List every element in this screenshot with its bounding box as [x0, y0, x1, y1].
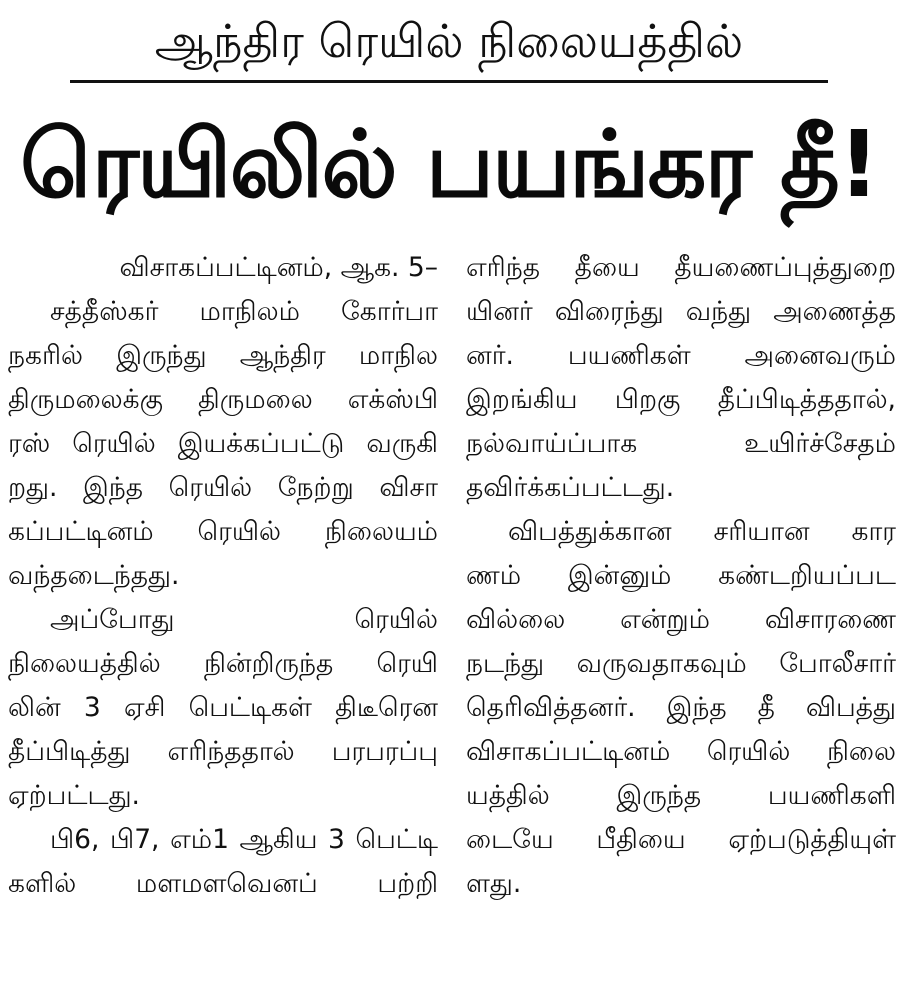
article-line: டையே பீதியை ஏற்படுத்தியுள் — [466, 824, 896, 855]
article-line: நடந்து வருவதாகவும் போலீசார் — [466, 648, 896, 679]
headline: ரெயிலில் பயங்கர தீ! — [20, 111, 878, 218]
article-line: வந்தடைந்தது. — [8, 560, 180, 591]
article-line: யினர் விரைந்து வந்து அணைத்த — [466, 296, 896, 327]
article-line: விசாகப்பட்டினம் ரெயில் நிலை — [466, 736, 896, 767]
article-line: பி6, பி7, எம்1 ஆகிய 3 பெட்டி — [50, 824, 438, 855]
article-line: எரிந்த தீயை தீயணைப்புத்துறை — [466, 252, 896, 283]
article-column-left — [8, 246, 438, 906]
article-line: களில் மளமளவெனப் பற்றி — [8, 868, 438, 899]
article-column-right — [466, 246, 896, 906]
article-line: அப்போது ரெயில் — [50, 604, 438, 635]
article-line: நிலையத்தில் நின்றிருந்த ரெயி — [8, 648, 438, 679]
article-line: யத்தில் இருந்த பயணிகளி — [466, 780, 896, 811]
article-line: தவிர்க்கப்பட்டது. — [466, 472, 675, 503]
article-line: நல்வாய்ப்பாக உயிர்ச்சேதம் — [466, 428, 896, 459]
article-line: தீப்பிடித்து எரிந்ததால் பரபரப்பு — [8, 736, 438, 767]
article-line: ளது. — [466, 868, 522, 899]
article-line: ரஸ் ரெயில் இயக்கப்பட்டு வருகி — [8, 428, 438, 459]
article-line: கப்பட்டினம் ரெயில் நிலையம் — [8, 516, 438, 547]
article-line: திருமலைக்கு திருமலை எக்ஸ்பி — [8, 384, 438, 415]
kicker-title: ஆந்திர ரெயில் நிலையத்தில் — [154, 14, 744, 68]
article-line: ணம் இன்னும் கண்டறியப்பட — [466, 560, 896, 591]
article-line: றது. இந்த ரெயில் நேற்று விசா — [8, 472, 438, 503]
kicker-underline — [70, 80, 828, 83]
article-line: னர். பயணிகள் அனைவரும் — [466, 340, 896, 371]
article-line: சத்தீஸ்கர் மாநிலம் கோர்பா — [50, 296, 438, 327]
article-line: வில்லை என்றும் விசாரணை — [466, 604, 896, 635]
dateline: விசாகப்பட்டினம், ஆக. 5– — [119, 252, 438, 283]
article-line: லின் 3 ஏசி பெட்டிகள் திடீரென — [8, 692, 438, 723]
article-line: விபத்துக்கான சரியான கார — [508, 516, 896, 547]
article-line: நகரில் இருந்து ஆந்திர மாநில — [8, 340, 438, 371]
article-line: இறங்கிய பிறகு தீப்பிடித்ததால், — [466, 384, 896, 415]
article-line: ஏற்பட்டது. — [8, 780, 140, 811]
article-line: தெரிவித்தனர். இந்த தீ விபத்து — [466, 692, 896, 723]
